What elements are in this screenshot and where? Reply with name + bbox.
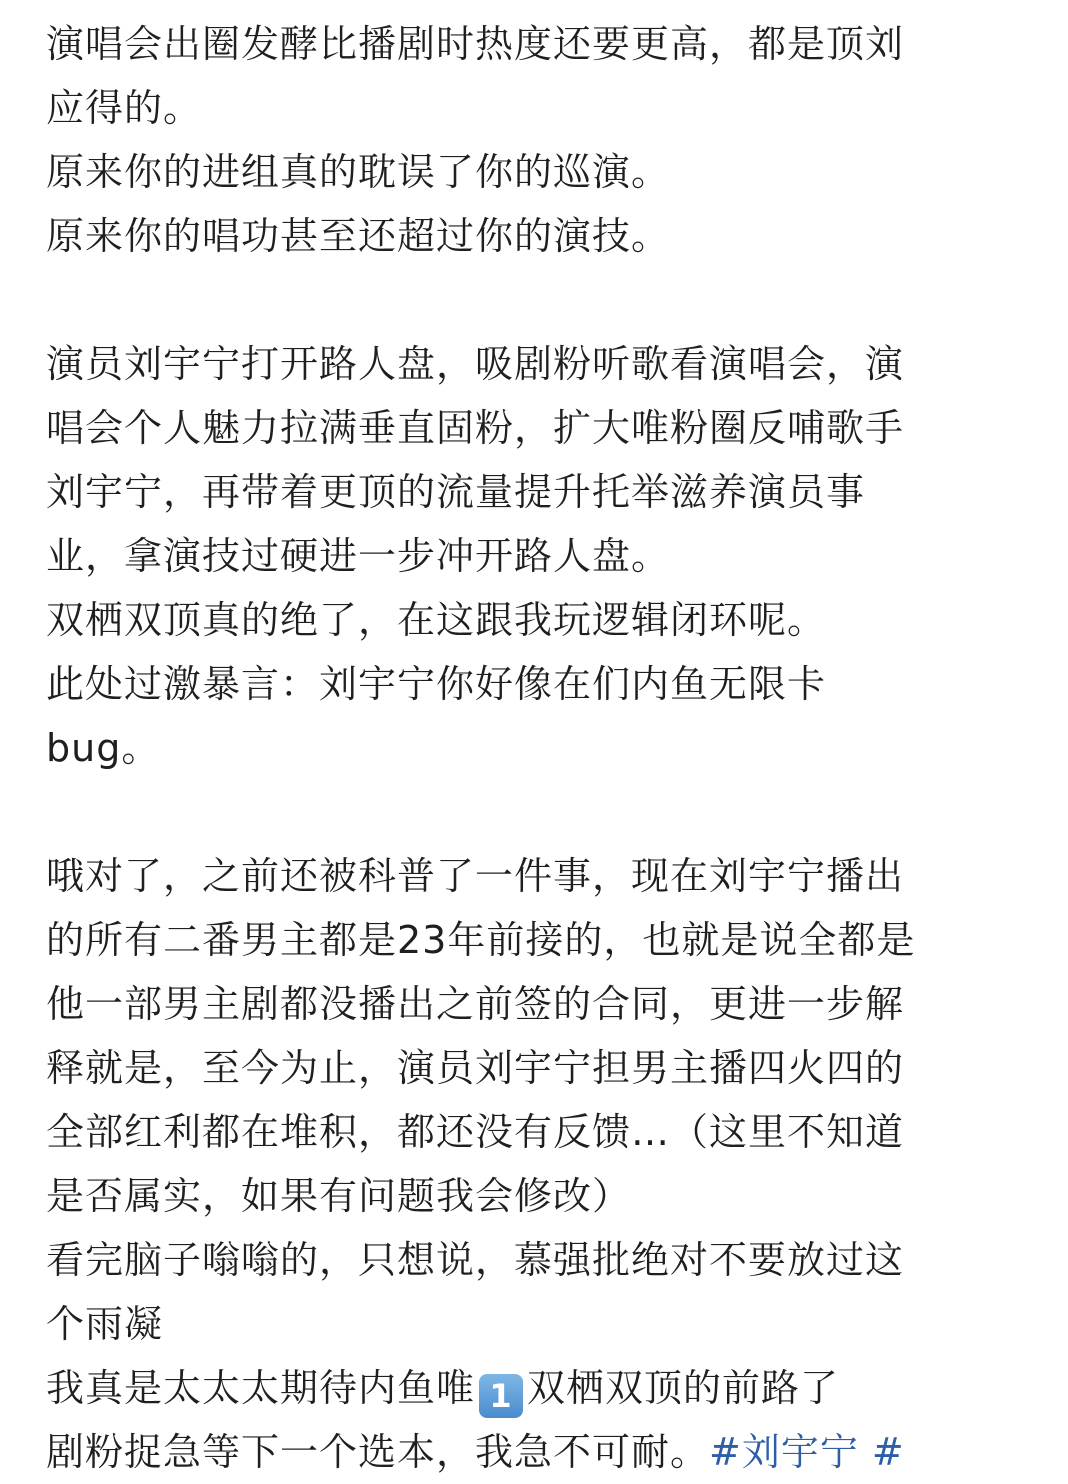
text-line: 哦对了，之前还被科普了一件事，现在刘宇宁播出 <box>46 854 905 898</box>
text-line: bug。 <box>46 726 161 770</box>
text-line: 看完脑子嗡嗡的，只想说，慕强批绝对不要放过这 <box>46 1238 905 1282</box>
text-line: 个雨凝 <box>46 1302 164 1346</box>
text-line: 唱会个人魅力拉满垂直固粉，扩大唯粉圈反哺歌手 <box>46 406 905 450</box>
text-line: 双栖双顶真的绝了，在这跟我玩逻辑闭环呢。 <box>46 598 827 642</box>
text-line: 演员刘宇宁打开路人盘，吸剧粉听歌看演唱会，演 <box>46 342 905 386</box>
keycap-digit-one-icon: 1 <box>479 1374 523 1418</box>
text-line: 应得的。 <box>46 86 203 130</box>
text-line-with-emoji <box>46 1356 1036 1420</box>
post-body <box>46 12 1036 1484</box>
paragraph-gap <box>46 780 1036 844</box>
text-fragment: 我真是太太太期待内鱼唯 <box>46 1366 476 1410</box>
text-line-with-hashtag <box>46 1420 1036 1484</box>
text-line: 的所有二番男主都是23年前接的，也就是说全都是 <box>46 918 916 962</box>
text-line: 是否属实，如果有问题我会修改） <box>46 1174 632 1218</box>
text-line: 他一部男主剧都没播出之前签的合同，更进一步解 <box>46 982 905 1026</box>
hashtag-link[interactable]: #刘宇宁 # <box>709 1430 905 1474</box>
text-line: 全部红利都在堆积，都还没有反馈…（这里不知道 <box>46 1110 905 1154</box>
text-line: 原来你的进组真的耽误了你的巡演。 <box>46 150 671 194</box>
text-line: 释就是，至今为止，演员刘宇宁担男主播四火四的 <box>46 1046 905 1090</box>
text-line: 刘宇宁，再带着更顶的流量提升托举滋养演员事 <box>46 470 866 514</box>
paragraph-gap <box>46 268 1036 332</box>
text-line: 此处过激暴言：刘宇宁你好像在们内鱼无限卡 <box>46 662 827 706</box>
text-line: 原来你的唱功甚至还超过你的演技。 <box>46 214 671 258</box>
text-fragment: 双栖双顶的前路了 <box>527 1366 840 1410</box>
text-line: 演唱会出圈发酵比播剧时热度还要更高，都是顶刘 <box>46 22 905 66</box>
text-fragment: 剧粉捉急等下一个选本，我急不可耐。 <box>46 1430 710 1474</box>
text-line: 业，拿演技过硬进一步冲开路人盘。 <box>46 534 671 578</box>
